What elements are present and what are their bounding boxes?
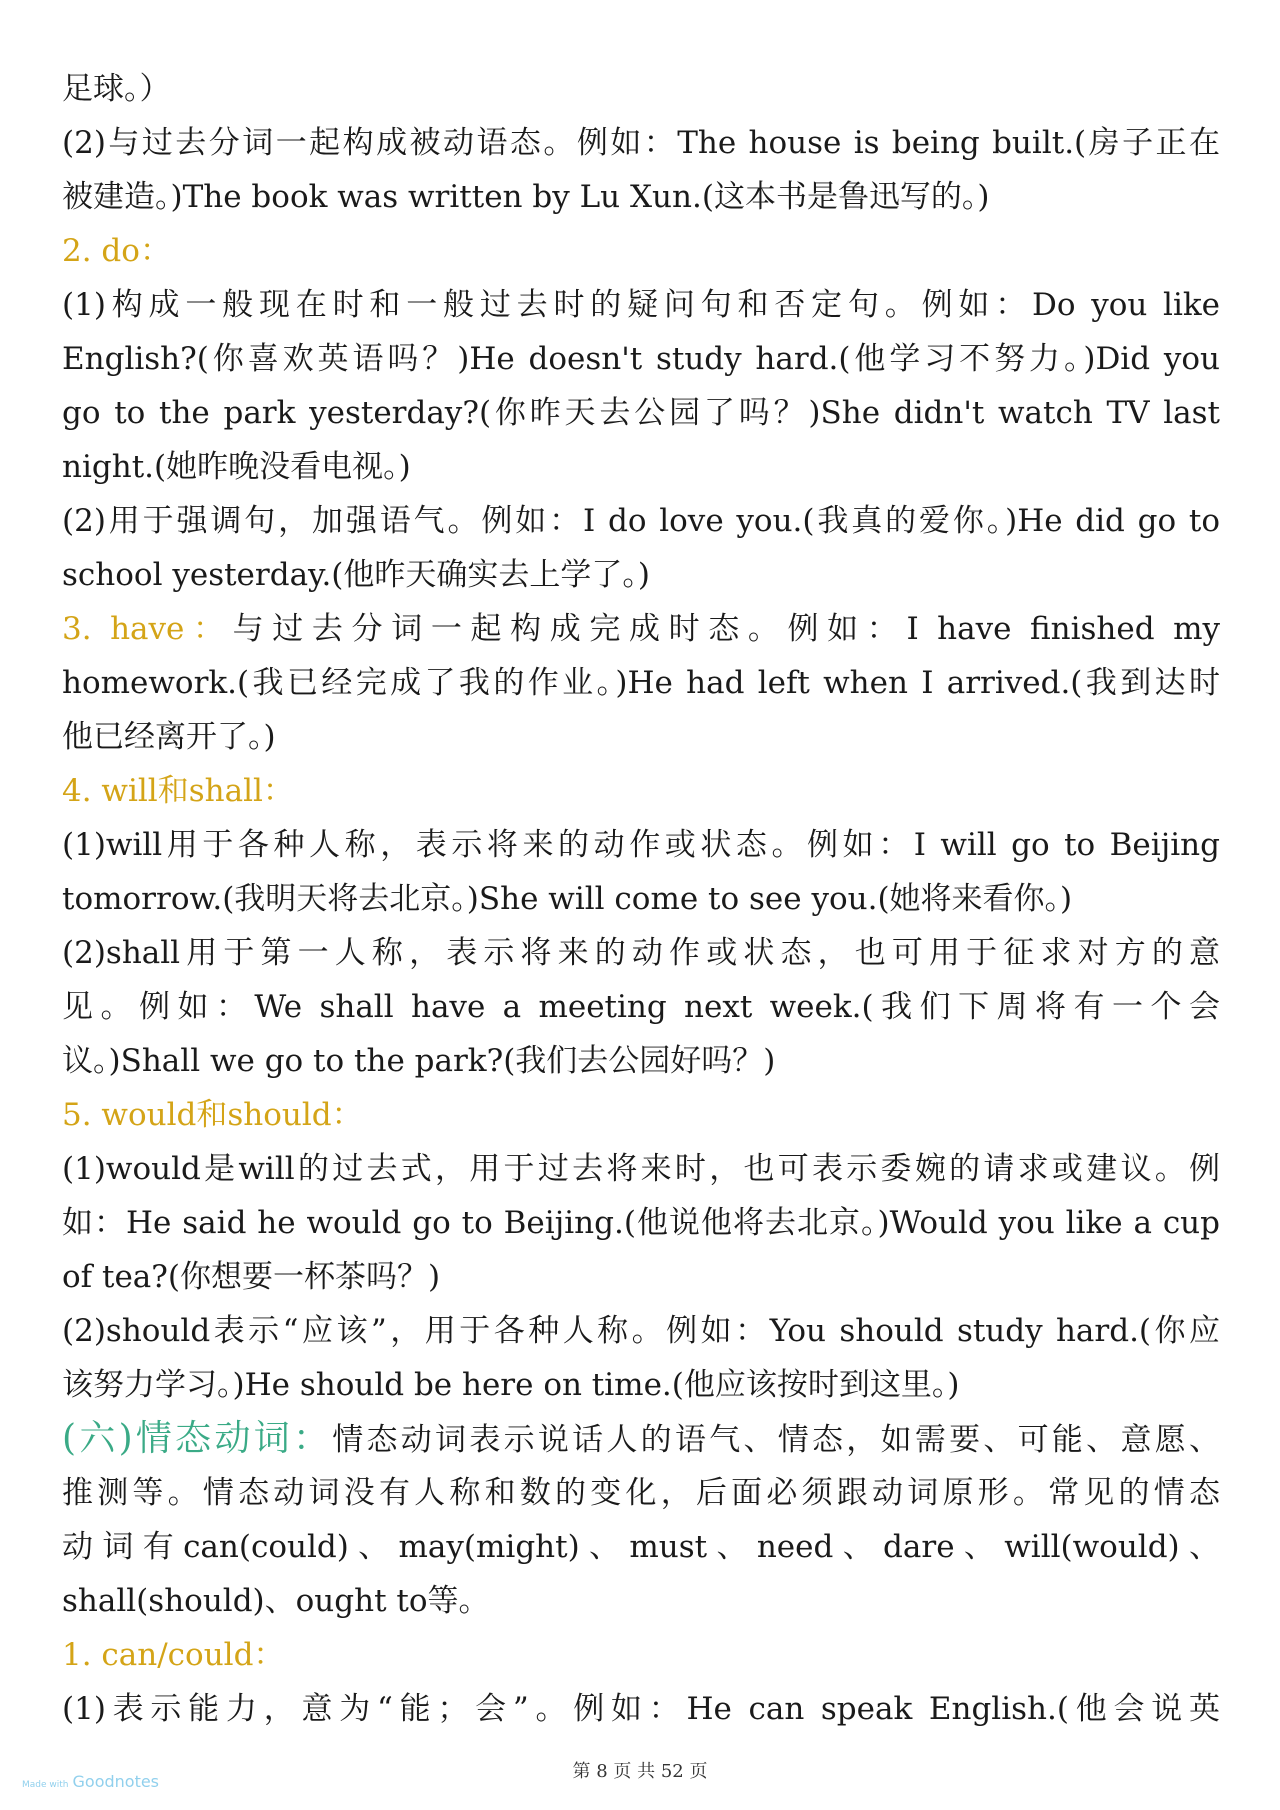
text-line: of tea?(你想要一杯茶吗？): [62, 1259, 441, 1295]
text-line: tomorrow.(我明天将去北京。)She will come to see you.(她将来看你。): [62, 881, 1073, 917]
text-line: 见。例如：We shall have a meeting next week.(我们下周将有一个会: [62, 989, 1220, 1025]
text-line: 被建造。)The book was written by Lu Xun.(这本书是鲁迅写的。): [62, 179, 990, 215]
watermark-prefix: Made with: [22, 1780, 69, 1790]
text-line: (2)shall用于第一人称，表示将来的动作或状态，也可用于征求对方的意: [62, 935, 1220, 971]
text-line: homework.(我已经完成了我的作业。)He had left when I arrived.(我到达时: [62, 665, 1220, 701]
body-text: 与过去分词一起构成完成时态。例如：I have finished my: [232, 611, 1220, 647]
subheading: 1. can/could：: [62, 1637, 285, 1673]
text-line: [62, 1628, 1220, 1682]
text-line: 足球。）: [62, 71, 171, 107]
text-line: shall(should)、ought to等。: [62, 1583, 490, 1619]
watermark-brand: Goodnotes: [72, 1772, 160, 1791]
document-body: [62, 62, 1220, 1736]
text-line: 该努力学习。)He should be here on time.(他应该按时到这里。): [62, 1367, 960, 1403]
goodnotes-watermark: [22, 1772, 159, 1791]
text-line: [62, 1412, 1220, 1466]
text-line: night.(她昨晚没看电视。): [62, 449, 411, 485]
text-line: (2)与过去分词一起构成被动语态。例如：The house is being built.(房子正在: [62, 125, 1220, 161]
text-line: (1)will用于各种人称，表示将来的动作或状态。例如：I will go to Beijing: [62, 827, 1220, 863]
text-line: (2)should表示“应该”，用于各种人称。例如：You should study hard.(你应: [62, 1313, 1220, 1349]
text-line: (1)would是will的过去式，用于过去将来时，也可表示委婉的请求或建议。例: [62, 1151, 1220, 1187]
text-line: [62, 1088, 1220, 1142]
text-line: 议。)Shall we go to the park?(我们去公园好吗？): [62, 1043, 776, 1079]
text-line: English?(你喜欢英语吗？)He doesn't study hard.(他学习不努力。)Did you: [62, 341, 1220, 377]
text-line: go to the park yesterday?(你昨天去公园了吗？)She didn't watch TV last: [62, 395, 1220, 431]
section-heading: (六)情态动词：: [62, 1418, 333, 1459]
text-line: 动词有can(could)、may(might)、must、need、dare、will(would)、: [62, 1529, 1220, 1565]
text-line: (2)用于强调句，加强语气。例如：I do love you.(我真的爱你。)He did go to: [62, 503, 1220, 539]
text-line: school yesterday.(他昨天确实去上学了。): [62, 557, 650, 593]
text-line: 他已经离开了。): [62, 719, 276, 755]
page-footer: 第 8 页 共 52 页: [572, 1761, 708, 1782]
subheading: 2. do：: [62, 233, 171, 269]
text-line: [62, 602, 1220, 656]
text-line: 推测等。情态动词没有人称和数的变化，后面必须跟动词原形。常见的情态: [62, 1475, 1220, 1511]
text-line: 如：He said he would go to Beijing.(他说他将去北京。)Would you like a cup: [62, 1205, 1220, 1241]
body-text: 情态动词表示说话人的语气、情态，如需要、可能、意愿、: [332, 1422, 1220, 1458]
text-line: (1)构成一般现在时和一般过去时的疑问句和否定句。例如：Do you like: [62, 287, 1220, 323]
subheading: 5. would和should：: [62, 1097, 363, 1133]
text-line: [62, 224, 1220, 278]
subheading: 4. will和shall：: [62, 773, 294, 809]
text-line: (1)表示能力，意为“能；会”。例如：He can speak English.(他会说英: [62, 1691, 1220, 1727]
text-line: [62, 764, 1220, 818]
subheading: 3. have：: [62, 611, 233, 647]
